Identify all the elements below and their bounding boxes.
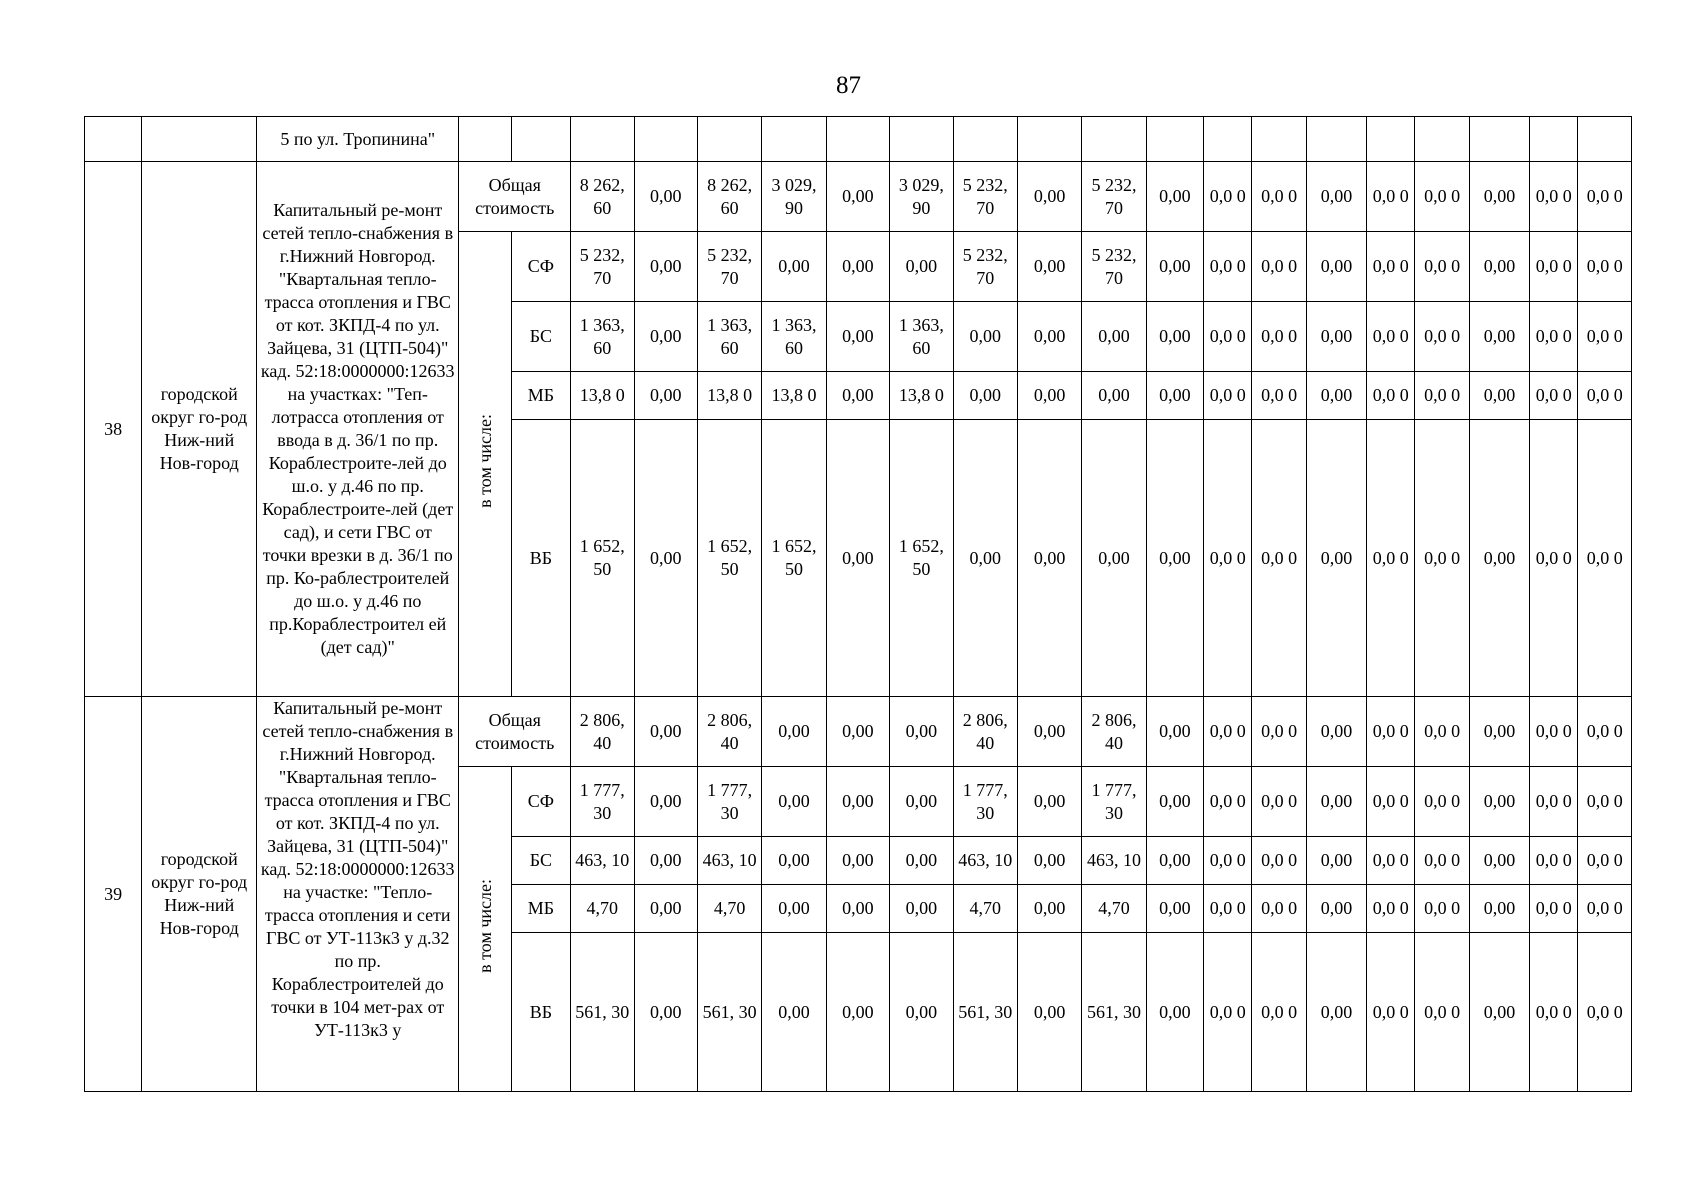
value-cell: 0,00 xyxy=(826,302,889,372)
value-cell: 0,0 0 xyxy=(1367,232,1415,302)
value-cell: 0,00 xyxy=(826,767,889,837)
row-label-source: ВБ xyxy=(511,933,570,1092)
district-cell: городской округ го-род Ниж-ний Нов-город xyxy=(142,697,257,1092)
value-cell: 0,00 xyxy=(1306,933,1366,1092)
value-cell: 0,00 xyxy=(890,837,953,885)
value-cell: 0,0 0 xyxy=(1204,767,1252,837)
value-cell: 1 363, 60 xyxy=(762,302,826,372)
table-row xyxy=(85,697,1632,767)
value-cell: 0,0 0 xyxy=(1530,232,1578,302)
value-cell: 0,0 0 xyxy=(1415,372,1469,420)
value-cell: 0,00 xyxy=(1469,162,1529,232)
value-cell: 0,00 xyxy=(1306,837,1366,885)
object-description: Капитальный ре-монт сетей тепло-снабжения в г.Нижний Новгород. "Квартальная тепло-трасса отопления и ГВС от кот. ЗКПД-4 по ул. Зайцева, 31 (ЦТП-504)" кад. 52:18:0000000:12633 на участке: "Тепло-трасса отопления и сети ГВС от УТ-113к3 у д.32 по пр. Кораблестроителей до точки в 104 мет-рах от УТ-113к3 у xyxy=(257,697,459,1092)
value-cell: 0,0 0 xyxy=(1367,162,1415,232)
value-cell: 1 777, 30 xyxy=(697,767,761,837)
value-cell: 0,00 xyxy=(1017,232,1081,302)
value-cell: 0,00 xyxy=(1146,697,1203,767)
value-cell: 0,00 xyxy=(1146,420,1203,697)
value-cell: 561, 30 xyxy=(953,933,1017,1092)
row-label-total: Общая стоимость xyxy=(459,697,571,767)
value-cell: 0,0 0 xyxy=(1252,162,1306,232)
including-label-text: в том числе: xyxy=(474,879,495,973)
value-cell: 0,0 0 xyxy=(1578,697,1632,767)
value-cell: 0,00 xyxy=(1146,162,1203,232)
value-cell: 4,70 xyxy=(571,885,634,933)
value-cell: 0,0 0 xyxy=(1367,697,1415,767)
value-cell: 0,00 xyxy=(1469,837,1529,885)
value-cell: 0,0 0 xyxy=(1530,162,1578,232)
value-cell: 0,00 xyxy=(826,837,889,885)
row-number: 38 xyxy=(85,162,142,697)
value-cell: 13,8 0 xyxy=(571,372,634,420)
value-cell: 0,00 xyxy=(1146,232,1203,302)
value-cell: 8 262, 60 xyxy=(571,162,634,232)
value-cell: 0,0 0 xyxy=(1415,885,1469,933)
value-cell: 5 232, 70 xyxy=(953,162,1017,232)
row-label-source: СФ xyxy=(511,767,570,837)
value-cell: 0,00 xyxy=(1146,372,1203,420)
value-cell: 0,0 0 xyxy=(1530,837,1578,885)
value-cell: 0,00 xyxy=(634,837,697,885)
value-cell: 0,0 0 xyxy=(1204,837,1252,885)
value-cell: 5 232, 70 xyxy=(571,232,634,302)
value-cell: 0,0 0 xyxy=(1367,420,1415,697)
value-cell: 0,00 xyxy=(1469,885,1529,933)
value-cell: 0,00 xyxy=(1469,767,1529,837)
row-label-source: МБ xyxy=(511,372,570,420)
value-cell: 13,8 0 xyxy=(697,372,761,420)
value-cell: 5 232, 70 xyxy=(953,232,1017,302)
value-cell: 0,00 xyxy=(762,697,826,767)
value-cell: 13,8 0 xyxy=(890,372,953,420)
value-cell: 0,00 xyxy=(1469,933,1529,1092)
value-cell: 1 777, 30 xyxy=(953,767,1017,837)
value-cell: 463, 10 xyxy=(953,837,1017,885)
value-cell: 1 652, 50 xyxy=(762,420,826,697)
including-label xyxy=(459,767,511,1092)
value-cell: 0,00 xyxy=(1146,885,1203,933)
value-cell: 0,0 0 xyxy=(1578,372,1632,420)
value-cell: 0,0 0 xyxy=(1530,372,1578,420)
value-cell: 0,00 xyxy=(1017,837,1081,885)
value-cell: 0,00 xyxy=(1306,885,1366,933)
value-cell: 0,0 0 xyxy=(1252,232,1306,302)
value-cell: 0,0 0 xyxy=(1530,697,1578,767)
row-label-source: МБ xyxy=(511,885,570,933)
value-cell: 2 806, 40 xyxy=(1082,697,1146,767)
value-cell: 0,00 xyxy=(1017,420,1081,697)
value-cell: 0,00 xyxy=(1146,767,1203,837)
value-cell: 5 232, 70 xyxy=(1082,162,1146,232)
value-cell: 1 652, 50 xyxy=(697,420,761,697)
value-cell: 0,00 xyxy=(826,162,889,232)
value-cell: 0,00 xyxy=(762,767,826,837)
value-cell: 0,0 0 xyxy=(1415,837,1469,885)
value-cell: 0,00 xyxy=(1082,420,1146,697)
value-cell: 463, 10 xyxy=(1082,837,1146,885)
value-cell: 0,0 0 xyxy=(1415,232,1469,302)
value-cell: 13,8 0 xyxy=(762,372,826,420)
value-cell: 0,0 0 xyxy=(1204,232,1252,302)
value-cell: 0,0 0 xyxy=(1204,162,1252,232)
value-cell: 0,00 xyxy=(1306,162,1366,232)
value-cell: 0,0 0 xyxy=(1578,162,1632,232)
value-cell: 0,0 0 xyxy=(1252,933,1306,1092)
value-cell: 0,00 xyxy=(634,162,697,232)
value-cell: 0,00 xyxy=(890,232,953,302)
table-row xyxy=(85,162,1632,232)
value-cell: 0,00 xyxy=(826,420,889,697)
value-cell: 0,00 xyxy=(953,372,1017,420)
value-cell: 0,0 0 xyxy=(1367,837,1415,885)
value-cell: 0,0 0 xyxy=(1578,933,1632,1092)
value-cell: 0,00 xyxy=(1146,933,1203,1092)
value-cell: 0,00 xyxy=(1017,767,1081,837)
value-cell: 0,00 xyxy=(890,885,953,933)
value-cell: 0,00 xyxy=(762,837,826,885)
value-cell: 0,0 0 xyxy=(1252,302,1306,372)
value-cell: 0,0 0 xyxy=(1578,420,1632,697)
value-cell: 0,00 xyxy=(1306,302,1366,372)
value-cell: 0,0 0 xyxy=(1578,885,1632,933)
row-number: 39 xyxy=(85,697,142,1092)
value-cell: 561, 30 xyxy=(1082,933,1146,1092)
value-cell: 0,00 xyxy=(1469,697,1529,767)
including-label xyxy=(459,232,511,697)
value-cell: 0,00 xyxy=(1146,302,1203,372)
value-cell: 0,00 xyxy=(1469,232,1529,302)
value-cell: 4,70 xyxy=(1082,885,1146,933)
value-cell: 0,0 0 xyxy=(1204,697,1252,767)
value-cell: 0,0 0 xyxy=(1252,420,1306,697)
value-cell: 0,0 0 xyxy=(1367,302,1415,372)
including-label-text: в том числе: xyxy=(474,414,495,508)
value-cell: 0,00 xyxy=(1017,302,1081,372)
value-cell: 0,0 0 xyxy=(1204,933,1252,1092)
value-cell: 0,0 0 xyxy=(1204,420,1252,697)
value-cell: 561, 30 xyxy=(571,933,634,1092)
value-cell: 0,0 0 xyxy=(1530,885,1578,933)
value-cell: 1 652, 50 xyxy=(571,420,634,697)
budget-table xyxy=(84,116,1632,1092)
page-number: 87 xyxy=(836,72,861,99)
value-cell: 0,00 xyxy=(1469,372,1529,420)
value-cell: 0,00 xyxy=(1017,885,1081,933)
row-label-source: БС xyxy=(511,837,570,885)
value-cell: 0,00 xyxy=(634,885,697,933)
value-cell: 0,00 xyxy=(1082,302,1146,372)
value-cell: 0,0 0 xyxy=(1530,420,1578,697)
value-cell: 0,0 0 xyxy=(1415,767,1469,837)
value-cell: 0,00 xyxy=(1306,372,1366,420)
value-cell: 1 363, 60 xyxy=(697,302,761,372)
continuation-text: 5 по ул. Тропинина" xyxy=(257,117,459,162)
object-description: Капитальный ре-монт сетей тепло-снабжения в г.Нижний Новгород. "Квартальная тепло-трасса отопления и ГВС от кот. ЗКПД-4 по ул. Зайцева, 31 (ЦТП-504)" кад. 52:18:0000000:12633 на участках: "Теп-лотрасса отопления от ввода в д. 36/1 по пр. Кораблестроите-лей до ш.о. у д.46 по пр. Кораблестроите-лей (дет сад), и сети ГВС от точки врезки в д. 36/1 по пр. Ко-раблестроителей до ш.о. у д.46 по пр.Кораблестроител ей (дет сад)" xyxy=(257,162,459,697)
value-cell: 561, 30 xyxy=(697,933,761,1092)
value-cell: 0,00 xyxy=(762,933,826,1092)
value-cell: 0,00 xyxy=(826,372,889,420)
value-cell: 0,0 0 xyxy=(1252,885,1306,933)
value-cell: 0,00 xyxy=(826,885,889,933)
value-cell: 0,0 0 xyxy=(1578,302,1632,372)
value-cell: 0,00 xyxy=(1469,420,1529,697)
value-cell: 0,00 xyxy=(890,767,953,837)
value-cell: 0,00 xyxy=(890,933,953,1092)
value-cell: 0,0 0 xyxy=(1578,837,1632,885)
value-cell: 0,00 xyxy=(953,302,1017,372)
row-label-source: СФ xyxy=(511,232,570,302)
value-cell: 0,00 xyxy=(953,420,1017,697)
value-cell: 0,0 0 xyxy=(1530,767,1578,837)
row-label-source: БС xyxy=(511,302,570,372)
value-cell: 1 777, 30 xyxy=(571,767,634,837)
value-cell: 0,00 xyxy=(826,232,889,302)
value-cell: 0,00 xyxy=(1017,162,1081,232)
value-cell: 463, 10 xyxy=(697,837,761,885)
value-cell: 2 806, 40 xyxy=(571,697,634,767)
value-cell: 0,0 0 xyxy=(1415,697,1469,767)
value-cell: 0,00 xyxy=(1082,372,1146,420)
value-cell: 1 363, 60 xyxy=(890,302,953,372)
continuation-row xyxy=(85,117,1632,162)
value-cell: 0,00 xyxy=(1306,767,1366,837)
value-cell: 0,0 0 xyxy=(1367,885,1415,933)
value-cell: 5 232, 70 xyxy=(697,232,761,302)
value-cell: 4,70 xyxy=(953,885,1017,933)
value-cell: 463, 10 xyxy=(571,837,634,885)
value-cell: 0,00 xyxy=(826,697,889,767)
value-cell: 0,00 xyxy=(1306,232,1366,302)
value-cell: 5 232, 70 xyxy=(1082,232,1146,302)
value-cell: 2 806, 40 xyxy=(697,697,761,767)
value-cell: 0,00 xyxy=(634,420,697,697)
value-cell: 0,0 0 xyxy=(1415,933,1469,1092)
value-cell: 0,0 0 xyxy=(1415,420,1469,697)
value-cell: 0,00 xyxy=(762,232,826,302)
value-cell: 0,00 xyxy=(634,933,697,1092)
value-cell: 0,0 0 xyxy=(1252,697,1306,767)
value-cell: 0,0 0 xyxy=(1252,767,1306,837)
value-cell: 0,0 0 xyxy=(1530,933,1578,1092)
value-cell: 0,00 xyxy=(634,372,697,420)
value-cell: 3 029, 90 xyxy=(890,162,953,232)
value-cell: 4,70 xyxy=(697,885,761,933)
value-cell: 0,00 xyxy=(826,933,889,1092)
value-cell: 0,0 0 xyxy=(1367,933,1415,1092)
value-cell: 0,00 xyxy=(634,697,697,767)
value-cell: 1 363, 60 xyxy=(571,302,634,372)
value-cell: 0,0 0 xyxy=(1530,302,1578,372)
value-cell: 0,0 0 xyxy=(1415,162,1469,232)
value-cell: 0,00 xyxy=(1146,837,1203,885)
district-cell: городской округ го-род Ниж-ний Нов-город xyxy=(142,162,257,697)
value-cell: 0,0 0 xyxy=(1367,767,1415,837)
value-cell: 2 806, 40 xyxy=(953,697,1017,767)
value-cell: 1 777, 30 xyxy=(1082,767,1146,837)
value-cell: 0,00 xyxy=(762,885,826,933)
value-cell: 0,0 0 xyxy=(1367,372,1415,420)
value-cell: 0,0 0 xyxy=(1415,302,1469,372)
value-cell: 0,0 0 xyxy=(1204,372,1252,420)
value-cell: 0,00 xyxy=(1017,372,1081,420)
value-cell: 8 262, 60 xyxy=(697,162,761,232)
row-label-source: ВБ xyxy=(511,420,570,697)
value-cell: 0,0 0 xyxy=(1252,372,1306,420)
value-cell: 0,0 0 xyxy=(1204,302,1252,372)
value-cell: 1 652, 50 xyxy=(890,420,953,697)
value-cell: 0,0 0 xyxy=(1578,767,1632,837)
value-cell: 0,00 xyxy=(890,697,953,767)
value-cell: 0,00 xyxy=(1469,302,1529,372)
value-cell: 0,00 xyxy=(1017,697,1081,767)
value-cell: 0,00 xyxy=(1017,933,1081,1092)
value-cell: 0,0 0 xyxy=(1252,837,1306,885)
value-cell: 0,00 xyxy=(634,302,697,372)
row-label-total: Общая стоимость xyxy=(459,162,571,232)
value-cell: 0,0 0 xyxy=(1578,232,1632,302)
value-cell: 0,00 xyxy=(1306,420,1366,697)
value-cell: 0,0 0 xyxy=(1204,885,1252,933)
value-cell: 0,00 xyxy=(634,232,697,302)
value-cell: 3 029, 90 xyxy=(762,162,826,232)
value-cell: 0,00 xyxy=(1306,697,1366,767)
value-cell: 0,00 xyxy=(634,767,697,837)
